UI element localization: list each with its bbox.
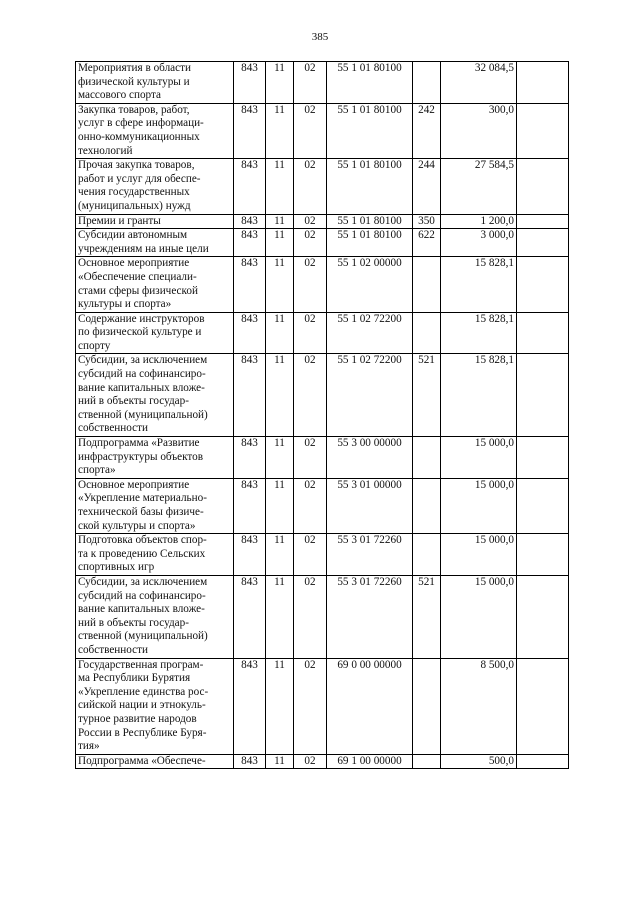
sum-cell-text: 300,0 [488, 103, 514, 116]
name-cell [76, 478, 234, 533]
sum-cell-text: 15 000,0 [474, 575, 514, 588]
sum-cell [441, 62, 517, 104]
name-line: турное развитие народов [78, 712, 197, 725]
sum-cell-text: 15 000,0 [474, 437, 514, 450]
expense-type-cell-text: 622 [418, 229, 435, 242]
name-line: «Укрепление единства рос- [78, 685, 209, 698]
section-code-cell-text: 11 [274, 534, 285, 547]
subsection-code-cell-text: 02 [304, 658, 316, 671]
section-code-cell-text: 11 [274, 214, 285, 227]
sum-cell-text: 15 828,1 [474, 354, 514, 367]
section-code-cell [266, 229, 294, 257]
name-line: учреждениям на иные цели [78, 242, 209, 255]
expense-type-cell [413, 62, 441, 104]
sum-cell-text: 32 084,5 [474, 62, 514, 74]
section-code-cell [266, 103, 294, 158]
target-article-cell-text: 55 1 01 80100 [337, 214, 402, 227]
admin-code-cell [234, 534, 266, 576]
section-code-cell [266, 575, 294, 658]
subsection-code-cell-text: 02 [304, 354, 316, 367]
target-article-cell-text: 55 1 01 80100 [337, 159, 402, 172]
expense-type-cell [413, 159, 441, 214]
name-cell [76, 658, 234, 754]
name-line: Подпрограмма «Развитие [78, 437, 200, 450]
name-line: инфраструктуры объектов [78, 450, 204, 463]
subsection-code-cell-text: 02 [304, 754, 316, 767]
table-row [76, 103, 569, 158]
name-line: собственности [78, 643, 148, 656]
name-cell [76, 214, 234, 229]
table-row [76, 229, 569, 257]
section-code-cell-text: 11 [274, 575, 285, 588]
name-line: Закупка товаров, работ, [78, 103, 190, 116]
name-line: Основное мероприятие [78, 478, 190, 491]
name-line: субсидий на софинансиро- [78, 368, 206, 381]
extra-cell [517, 257, 569, 312]
name-line: Субсидии, за исключением [78, 575, 208, 588]
name-line: ма Республики Бурятия [78, 672, 191, 685]
name-line: по физической культуре и [78, 326, 202, 339]
name-line: Прочая закупка товаров, [78, 159, 195, 172]
admin-code-cell [234, 658, 266, 754]
admin-code-cell-text: 843 [241, 354, 258, 367]
name-line: массового спорта [78, 89, 161, 102]
extra-cell [517, 103, 569, 158]
admin-code-cell-text: 843 [241, 754, 258, 767]
subsection-code-cell-text: 02 [304, 257, 316, 270]
name-line: Подпрограмма «Обеспече- [78, 754, 206, 767]
name-cell [76, 257, 234, 312]
section-code-cell-text: 11 [274, 354, 285, 367]
name-line: субсидий на софинансиро- [78, 589, 206, 602]
subsection-code-cell [294, 159, 327, 214]
expense-type-cell-text: 242 [418, 103, 435, 116]
subsection-code-cell [294, 575, 327, 658]
sum-cell [441, 159, 517, 214]
subsection-code-cell [294, 312, 327, 354]
section-code-cell-text: 11 [274, 229, 285, 242]
sum-cell [441, 229, 517, 257]
subsection-code-cell-text: 02 [304, 214, 316, 227]
sum-cell-text: 3 000,0 [480, 229, 514, 242]
subsection-code-cell [294, 257, 327, 312]
subsection-code-cell [294, 437, 327, 479]
subsection-code-cell-text: 02 [304, 575, 316, 588]
admin-code-cell [234, 103, 266, 158]
section-code-cell [266, 658, 294, 754]
name-line: услуг в сфере информаци- [78, 117, 204, 130]
name-line: Субсидии автономным [78, 229, 188, 242]
section-code-cell [266, 62, 294, 104]
section-code-cell [266, 754, 294, 769]
admin-code-cell [234, 159, 266, 214]
subsection-code-cell [294, 229, 327, 257]
section-code-cell [266, 214, 294, 229]
name-line: спорту [78, 339, 111, 352]
target-article-cell [327, 534, 413, 576]
subsection-code-cell-text: 02 [304, 312, 316, 325]
target-article-cell [327, 159, 413, 214]
target-article-cell-text: 55 3 01 72260 [337, 575, 402, 588]
admin-code-cell [234, 354, 266, 437]
name-line: работ и услуг для обеспе- [78, 172, 201, 185]
expense-type-cell [413, 229, 441, 257]
extra-cell [517, 159, 569, 214]
admin-code-cell [234, 575, 266, 658]
admin-code-cell [234, 437, 266, 479]
name-line: вание капитальных вложе- [78, 603, 205, 616]
name-cell [76, 103, 234, 158]
name-line: тия» [78, 740, 100, 753]
name-line: физической культуры и [78, 75, 190, 88]
admin-code-cell-text: 843 [241, 214, 258, 227]
name-line: Подготовка объектов спор- [78, 534, 207, 547]
name-cell [76, 534, 234, 576]
expense-type-cell [413, 103, 441, 158]
admin-code-cell [234, 62, 266, 104]
admin-code-cell-text: 843 [241, 534, 258, 547]
expense-type-cell [413, 214, 441, 229]
name-line: Премии и гранты [78, 214, 161, 227]
subsection-code-cell-text: 02 [304, 159, 316, 172]
name-line: сийской нации и этнокуль- [78, 699, 206, 712]
admin-code-cell-text: 843 [241, 437, 258, 450]
admin-code-cell-text: 843 [241, 229, 258, 242]
extra-cell [517, 354, 569, 437]
subsection-code-cell-text: 02 [304, 437, 316, 450]
name-line: Основное мероприятие [78, 257, 190, 270]
name-line: технической базы физиче- [78, 506, 204, 518]
name-line: (муниципальных) нужд [78, 199, 191, 212]
name-line: «Укрепление материально- [78, 492, 207, 505]
name-cell [76, 437, 234, 479]
admin-code-cell-text: 843 [241, 575, 258, 588]
expense-type-cell [413, 754, 441, 769]
sum-cell [441, 214, 517, 229]
section-code-cell [266, 312, 294, 354]
name-line: Государственная програм- [78, 658, 204, 671]
extra-cell [517, 658, 569, 754]
section-code-cell-text: 11 [274, 754, 285, 767]
admin-code-cell-text: 843 [241, 257, 258, 270]
extra-cell [517, 312, 569, 354]
section-code-cell [266, 478, 294, 533]
name-cell [76, 354, 234, 437]
name-cell [76, 575, 234, 658]
target-article-cell-text: 55 1 01 80100 [337, 229, 402, 242]
target-article-cell [327, 214, 413, 229]
extra-cell [517, 754, 569, 769]
page-number: 385 [311, 31, 329, 43]
target-article-cell [327, 257, 413, 312]
sum-cell [441, 754, 517, 769]
target-article-cell [327, 62, 413, 104]
section-code-cell-text: 11 [274, 257, 285, 270]
expense-type-cell [413, 437, 441, 479]
sum-cell-text: 8 500,0 [480, 658, 514, 671]
expense-type-cell [413, 658, 441, 754]
target-article-cell-text: 55 3 00 00000 [337, 437, 402, 450]
table-row [76, 62, 569, 104]
target-article-cell [327, 575, 413, 658]
section-code-cell-text: 11 [274, 103, 285, 116]
sum-cell [441, 257, 517, 312]
expense-type-cell [413, 478, 441, 533]
name-cell [76, 159, 234, 214]
sum-cell [441, 354, 517, 437]
name-line: ний в объекты государ- [78, 395, 189, 408]
section-code-cell-text: 11 [274, 159, 285, 172]
table-row [76, 159, 569, 214]
table-row [76, 754, 569, 769]
expense-type-cell-text: 244 [418, 159, 435, 172]
extra-cell [517, 575, 569, 658]
subsection-code-cell-text: 02 [304, 478, 316, 491]
sum-cell-text: 500,0 [488, 754, 514, 767]
expense-type-cell-text: 521 [418, 354, 435, 367]
sum-cell [441, 658, 517, 754]
admin-code-cell [234, 478, 266, 533]
admin-code-cell-text: 843 [241, 312, 258, 325]
target-article-cell [327, 437, 413, 479]
name-cell [76, 62, 234, 104]
admin-code-cell [234, 214, 266, 229]
expense-type-cell [413, 534, 441, 576]
target-article-cell [327, 103, 413, 158]
admin-code-cell-text: 843 [241, 478, 258, 491]
target-article-cell [327, 754, 413, 769]
name-line: Мероприятия в области [78, 62, 191, 74]
table-body [76, 62, 569, 769]
extra-cell [517, 478, 569, 533]
name-line: онно-коммуникационных [78, 130, 200, 143]
name-line: Субсидии, за исключением [78, 354, 208, 367]
name-line: ний в объекты государ- [78, 616, 189, 629]
budget-table [75, 61, 569, 769]
sum-cell [441, 312, 517, 354]
name-cell [76, 754, 234, 769]
table-row [76, 658, 569, 754]
name-line: технологий [78, 144, 133, 157]
sum-cell [441, 478, 517, 533]
expense-type-cell-text: 521 [418, 575, 435, 588]
name-line: культуры и спорта» [78, 298, 172, 311]
table-row [76, 534, 569, 576]
table-row [76, 437, 569, 479]
subsection-code-cell [294, 354, 327, 437]
extra-cell [517, 229, 569, 257]
table-row [76, 478, 569, 533]
sum-cell [441, 103, 517, 158]
subsection-code-cell-text: 02 [304, 534, 316, 547]
expense-type-cell-text: 350 [418, 214, 435, 227]
section-code-cell-text: 11 [274, 312, 285, 325]
admin-code-cell-text: 843 [241, 62, 258, 74]
name-line: ственной (муниципальной) [78, 630, 208, 643]
name-line: вание капитальных вложе- [78, 381, 205, 394]
expense-type-cell [413, 257, 441, 312]
target-article-cell-text: 55 1 01 80100 [337, 62, 402, 74]
name-line: «Обеспечение специали- [78, 270, 197, 283]
name-line: стами сферы физической [78, 284, 198, 297]
target-article-cell-text: 55 1 02 72200 [337, 354, 402, 367]
sum-cell-text: 15 828,1 [474, 257, 514, 270]
name-line: ственной (муниципальной) [78, 408, 208, 421]
target-article-cell-text: 55 1 02 72200 [337, 312, 402, 325]
name-line: та к проведению Сельских [78, 547, 206, 560]
subsection-code-cell [294, 62, 327, 104]
extra-cell [517, 534, 569, 576]
sum-cell-text: 27 584,5 [474, 159, 514, 172]
target-article-cell [327, 354, 413, 437]
name-line: спорта» [78, 464, 116, 477]
section-code-cell-text: 11 [274, 478, 285, 491]
admin-code-cell [234, 754, 266, 769]
subsection-code-cell-text: 02 [304, 62, 316, 74]
extra-cell [517, 62, 569, 104]
target-article-cell [327, 478, 413, 533]
section-code-cell [266, 354, 294, 437]
subsection-code-cell [294, 103, 327, 158]
table-row [76, 257, 569, 312]
name-line: собственности [78, 422, 148, 435]
subsection-code-cell-text: 02 [304, 103, 316, 116]
name-line: спортивных игр [78, 561, 155, 574]
table-row [76, 354, 569, 437]
admin-code-cell-text: 843 [241, 658, 258, 671]
admin-code-cell [234, 229, 266, 257]
section-code-cell [266, 159, 294, 214]
expense-type-cell [413, 575, 441, 658]
sum-cell-text: 15 828,1 [474, 312, 514, 325]
name-line: России в Республике Буря- [78, 726, 207, 739]
sum-cell [441, 437, 517, 479]
admin-code-cell [234, 312, 266, 354]
section-code-cell [266, 257, 294, 312]
subsection-code-cell [294, 478, 327, 533]
name-cell [76, 312, 234, 354]
admin-code-cell-text: 843 [241, 103, 258, 116]
subsection-code-cell [294, 658, 327, 754]
target-article-cell-text: 69 1 00 00000 [337, 754, 402, 767]
name-cell [76, 229, 234, 257]
target-article-cell [327, 658, 413, 754]
sum-cell [441, 534, 517, 576]
sum-cell-text: 1 200,0 [480, 214, 514, 227]
target-article-cell [327, 312, 413, 354]
extra-cell [517, 437, 569, 479]
subsection-code-cell [294, 214, 327, 229]
sum-cell-text: 15 000,0 [474, 534, 514, 547]
section-code-cell-text: 11 [274, 658, 285, 671]
name-line: ской культуры и спорта» [78, 519, 196, 532]
target-article-cell-text: 55 1 02 00000 [337, 257, 402, 270]
target-article-cell-text: 69 0 00 00000 [337, 658, 402, 671]
admin-code-cell-text: 843 [241, 159, 258, 172]
section-code-cell [266, 437, 294, 479]
name-line: Содержание инструкторов [78, 312, 205, 325]
section-code-cell-text: 11 [274, 62, 285, 74]
target-article-cell [327, 229, 413, 257]
expense-type-cell [413, 354, 441, 437]
extra-cell [517, 214, 569, 229]
table-row [76, 214, 569, 229]
name-line: чения государственных [78, 186, 190, 199]
sum-cell [441, 575, 517, 658]
table-row [76, 312, 569, 354]
table-row [76, 575, 569, 658]
subsection-code-cell-text: 02 [304, 229, 316, 242]
section-code-cell [266, 534, 294, 576]
section-code-cell-text: 11 [274, 437, 285, 450]
subsection-code-cell [294, 534, 327, 576]
target-article-cell-text: 55 1 01 80100 [337, 103, 402, 116]
target-article-cell-text: 55 3 01 00000 [337, 478, 402, 491]
expense-type-cell [413, 312, 441, 354]
sum-cell-text: 15 000,0 [474, 478, 514, 491]
target-article-cell-text: 55 3 01 72260 [337, 534, 402, 547]
admin-code-cell [234, 257, 266, 312]
subsection-code-cell [294, 754, 327, 769]
